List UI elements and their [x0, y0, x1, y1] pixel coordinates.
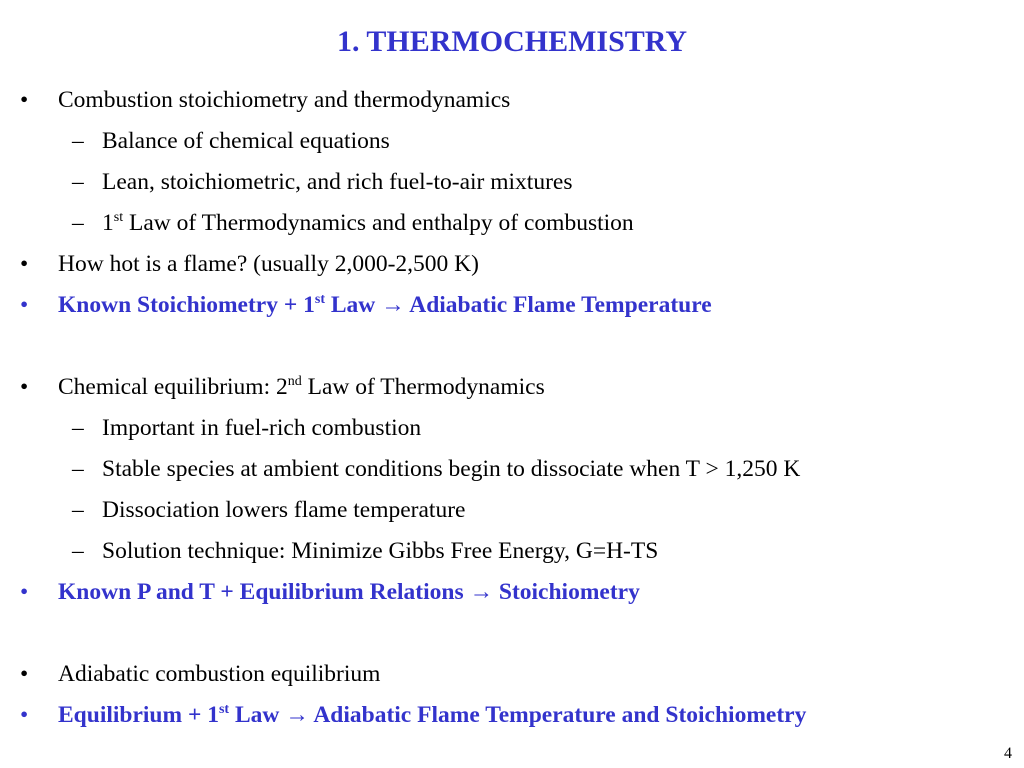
page-number: 4 — [1004, 745, 1012, 762]
bullet-marker: • — [20, 661, 29, 687]
bullet-marker: • — [20, 251, 29, 277]
bullet-marker: • — [20, 374, 29, 400]
bullet-adiabatic-equilibrium: Adiabatic combustion equilibrium — [58, 661, 381, 687]
dash-marker: – — [72, 456, 84, 482]
sub-bullet-dissociation: Dissociation lowers flame temperature — [102, 497, 466, 523]
sub-bullet-stable-species: Stable species at ambient conditions begin to dissociate when T > 1,250 K — [102, 456, 801, 482]
bullet-marker: • — [20, 579, 29, 605]
sub-bullet-balance-equations: Balance of chemical equations — [102, 128, 390, 154]
superscript: st — [314, 292, 325, 307]
bullet-chemical-equilibrium — [58, 373, 545, 401]
bullet-marker: • — [20, 292, 29, 318]
text-segment: Chemical equilibrium: 2 — [58, 374, 288, 400]
dash-marker: – — [72, 128, 84, 154]
sub-bullet-fuel-rich: Important in fuel-rich combustion — [102, 415, 422, 441]
superscript: nd — [287, 374, 302, 389]
bullet-combustion-stoichiometry: Combustion stoichiometry and thermodynamics — [58, 87, 511, 113]
superscript: st — [218, 702, 230, 717]
text-segment: Known Stoichiometry + 1 — [58, 292, 315, 318]
bullet-marker: • — [20, 702, 29, 728]
bullet-flame-temperature-question: How hot is a flame? (usually 2,000-2,500 K) — [58, 251, 479, 277]
sub-bullet-first-law — [102, 209, 634, 237]
text-segment: Law → Adiabatic Flame Temperature — [325, 292, 712, 318]
bullet-known-stoichiometry — [58, 291, 712, 319]
text-segment: Law of Thermodynamics — [301, 374, 545, 400]
sub-bullet-gibbs-energy: Solution technique: Minimize Gibbs Free Energy, G=H-TS — [102, 538, 659, 564]
superscript: st — [113, 210, 124, 225]
dash-marker: – — [72, 415, 84, 441]
bullet-marker: • — [20, 87, 29, 113]
slide-title: 1. THERMOCHEMISTRY — [336, 25, 688, 58]
text-segment: 1 — [102, 210, 114, 236]
dash-marker: – — [72, 497, 84, 523]
text-segment: Law of Thermodynamics and enthalpy of combustion — [123, 210, 634, 236]
text-segment: Law → Adiabatic Flame Temperature and Stoichiometry — [229, 702, 807, 728]
sub-bullet-fuel-air-mixtures: Lean, stoichiometric, and rich fuel-to-air mixtures — [102, 169, 573, 195]
bullet-known-p-and-t: Known P and T + Equilibrium Relations → Stoichiometry — [58, 579, 640, 605]
dash-marker: – — [72, 210, 84, 236]
text-segment: Equilibrium + 1 — [58, 702, 219, 728]
bullet-equilibrium-first-law — [58, 701, 806, 729]
dash-marker: – — [72, 538, 84, 564]
dash-marker: – — [72, 169, 84, 195]
